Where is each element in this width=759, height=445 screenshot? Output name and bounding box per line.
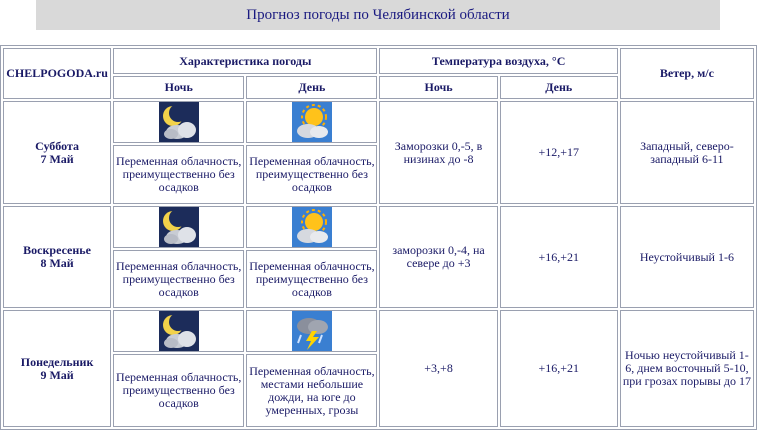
day-temperature: +16,+21	[500, 310, 618, 427]
header-temp-day: День	[500, 76, 618, 99]
wind-value: Ночью неустойчивый 1-6, днем восточный 5-10, при грозах порывы до 17	[620, 310, 754, 427]
night-temperature: +3,+8	[379, 310, 497, 427]
thunderstorm-icon	[292, 311, 332, 351]
day-icon-cell	[246, 310, 377, 352]
night-temperature: заморозки 0,-4, на севере до +3	[379, 206, 497, 308]
day-cell	[3, 101, 111, 204]
night-icon-cell	[113, 206, 244, 248]
sun-partly-cloudy-icon	[292, 102, 332, 142]
wind-value: Западный, северо-западный 6-11	[620, 101, 754, 204]
forecast-table	[0, 45, 757, 430]
day-icon-cell	[246, 206, 377, 248]
moon-partly-cloudy-icon	[159, 311, 199, 351]
night-temperature: Заморозки 0,-5, в низинах до -8	[379, 101, 497, 204]
forecast-row	[3, 206, 754, 248]
moon-partly-cloudy-icon	[159, 207, 199, 247]
day-temperature: +12,+17	[500, 101, 618, 204]
day-description: Переменная облачность, преимущественно без осадков	[246, 250, 377, 308]
forecast-row	[3, 310, 754, 352]
header-char-night: Ночь	[113, 76, 244, 99]
night-description: Переменная облачность, преимущественно без осадков	[113, 354, 244, 427]
day-cell	[3, 310, 111, 427]
date-label: 9 Май	[40, 367, 74, 382]
date-label: 7 Май	[40, 151, 74, 166]
weekday-label: Понедельник	[20, 354, 94, 369]
header-temp-night: Ночь	[379, 76, 497, 99]
header-char-day: День	[246, 76, 377, 99]
moon-partly-cloudy-icon	[159, 102, 199, 142]
night-description: Переменная облачность, преимущественно без осадков	[113, 145, 244, 204]
day-cell	[3, 206, 111, 308]
day-temperature: +16,+21	[500, 206, 618, 308]
weekday-label: Воскресенье	[23, 243, 91, 257]
night-icon-cell	[113, 310, 244, 352]
header-temperature: Температура воздуха, °С	[379, 48, 617, 74]
weekday-label: Суббота	[35, 138, 80, 153]
page-title: Прогноз погоды по Челябинской области	[36, 0, 720, 30]
forecast-row	[3, 101, 754, 143]
header-row	[3, 48, 754, 74]
site-name[interactable]: CHELPOGODA.ru	[3, 48, 111, 99]
header-characteristics: Характеристика погоды	[113, 48, 377, 74]
day-icon-cell	[246, 101, 377, 143]
header-wind: Ветер, м/с	[620, 48, 754, 99]
sun-partly-cloudy-icon	[292, 207, 332, 247]
day-description: Переменная облачность, местами небольшие дожди, на юге до умеренных, грозы	[246, 354, 377, 427]
night-description: Переменная облачность, преимущественно без осадков	[113, 250, 244, 308]
night-icon-cell	[113, 101, 244, 143]
wind-value: Неустойчивый 1-6	[620, 206, 754, 308]
day-description: Переменная облачность, преимущественно без осадков	[246, 145, 377, 204]
date-label: 8 Май	[40, 256, 74, 270]
